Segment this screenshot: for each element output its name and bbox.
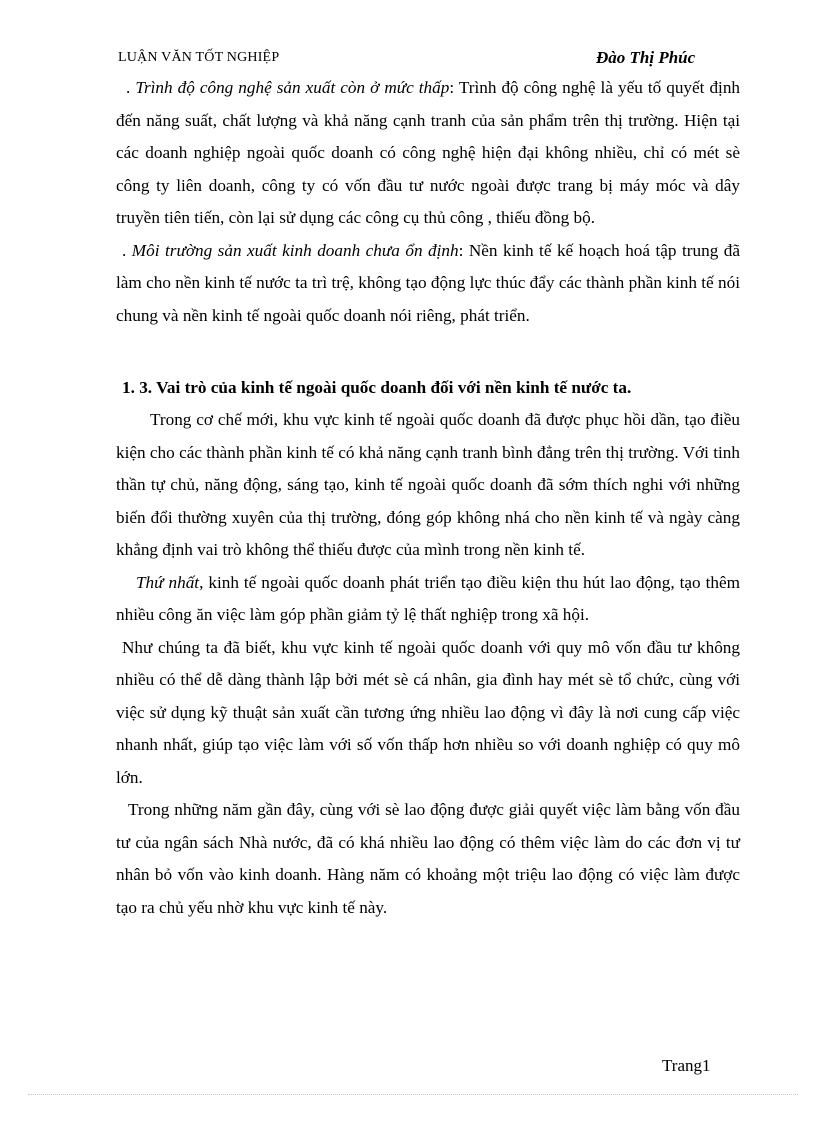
paragraph-new-mechanism: Trong cơ chế mới, khu vực kinh tế ngoài quốc doanh đã được phục hồi dần, tạo điều kiện cho các thành phần kinh tế có khả năng cạnh tranh bình đẳng trên thị trường. Với tinh thần tự chủ, năng động, sáng tạo, kinh tế ngoài quốc doanh đã sớm thích nghi với những biến đổi thường xuyên của thị trường, đóng góp không nhá cho nền kinh tế và ngày càng khẳng định vai trò không thể thiếu được của mình trong nền kinh tế. <box>116 410 740 559</box>
running-header-title: LUẬN VĂN TỐT NGHIỆP <box>118 50 280 65</box>
paragraph-bullet: . <box>126 78 136 97</box>
paragraph-business-environment <box>116 235 740 333</box>
document-body <box>116 72 740 924</box>
paragraph-first-role <box>116 567 740 632</box>
paragraph-technology-level <box>116 72 740 235</box>
paragraph-bullet: . <box>122 240 132 260</box>
footer-divider <box>28 1094 798 1095</box>
paragraph-emphasis: Môi trường sản xuất kinh doanh chưa ổn định <box>131 240 459 260</box>
paragraph-spacer <box>116 332 740 372</box>
paragraph-text: : Nền kinh tế kế hoạch hoá tập trung đã làm cho nền kinh tế nước ta trì trệ, không tạo động lực thúc đẩy các thành phần kinh tế nói chung và nền kinh tế ngoài quốc doanh nói riêng, phát triển. <box>116 240 741 325</box>
paragraph-text: , kinh tế ngoài quốc doanh phát triển tạo điều kiện thu hút lao động, tạo thêm nhiều công ăn việc làm góp phần giảm tỷ lệ thất nghiệp trong xã hội. <box>116 572 740 624</box>
section-heading: 1. 3. Vai trò của kinh tế ngoài quốc doanh đối với nền kinh tế nước ta. <box>122 378 632 397</box>
running-header-author: Đào Thị Phúc <box>596 48 696 67</box>
paragraph-emphasis: Trình độ công nghệ sản xuất còn ở mức thấp <box>135 78 450 97</box>
paragraph-text: : Trình độ công nghệ là yếu tố quyết định đến năng suất, chất lượng và khả năng cạnh tranh của sản phẩm trên thị trường. Hiện tại các doanh nghiệp ngoài quốc doanh có công nghệ hiện đại không nhiều, chỉ có mét sè công ty liên doanh, công ty có vốn đầu tư nước ngoài được trang bị máy móc và dây truyền tiên tiến, còn lại sử dụng các công cụ thủ công , thiếu đồng bộ. <box>116 78 741 227</box>
paragraph-recent-years: Trong những năm gần đây, cùng với sè lao động được giải quyết việc làm bằng vốn đầu tư của ngân sách Nhà nước, đã có khá nhiều lao động có thêm việc làm do các đơn vị tư nhân bỏ vốn vào kinh doanh. Hàng năm có khoảng một triệu lao động có việc làm được tạo ra chủ yếu nhờ khu vực kinh tế này. <box>116 800 740 917</box>
paragraph-small-capital: Như chúng ta đã biết, khu vực kinh tế ngoài quốc doanh với quy mô vốn đầu tư không nhiều có thể dễ dàng thành lập bởi mét sè cá nhân, gia đình hay mét sè tổ chức, cùng với việc sử dụng kỹ thuật sản xuất cần tương ứng nhiều lao động vì đây là nơi cung cấp việc nhanh nhất, giúp tạo việc làm với số vốn thấp hơn nhiều so với doanh nghiệp có quy mô lớn. <box>116 637 740 787</box>
paragraph-emphasis: Thứ nhất <box>136 572 200 592</box>
page-number: Trang1 <box>662 1056 711 1075</box>
